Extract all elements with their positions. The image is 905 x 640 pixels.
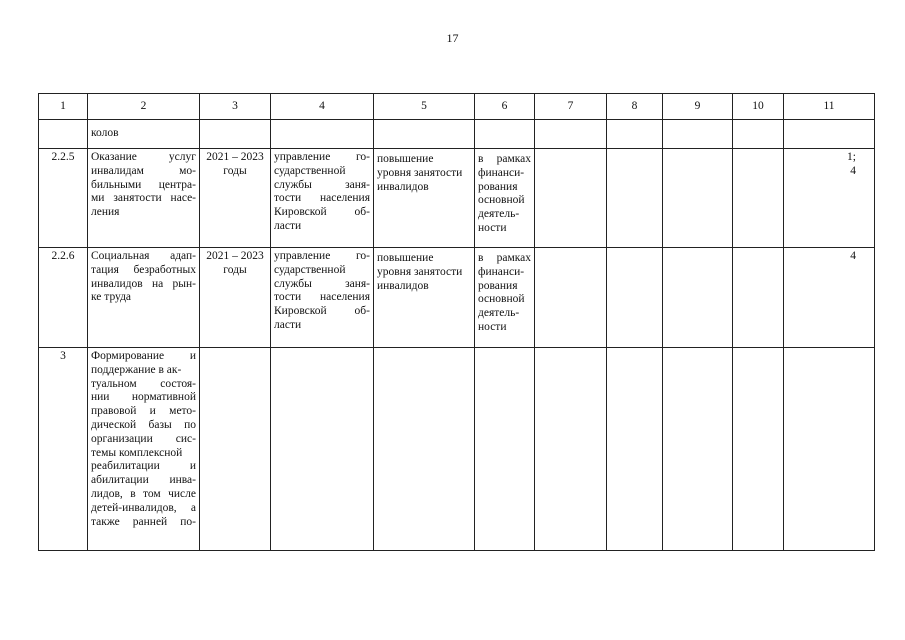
measure-name xyxy=(88,248,200,348)
text-line: инвалидов на рын- xyxy=(91,277,196,290)
text-line: ке труда xyxy=(91,291,132,304)
text-line: темы комплексной xyxy=(91,446,183,459)
row-number: 2.2.6 xyxy=(39,248,88,348)
column-header-7: 7 xyxy=(535,94,607,120)
column-header-6: 6 xyxy=(475,94,535,120)
column-header-1: 1 xyxy=(39,94,88,120)
column-header-8: 8 xyxy=(607,94,663,120)
text-line: абилитации инва- xyxy=(91,474,196,487)
funding xyxy=(475,149,535,248)
column-header-9: 9 xyxy=(663,94,733,120)
column-header-3: 3 xyxy=(200,94,271,120)
period xyxy=(200,248,271,348)
text-line: повышение xyxy=(377,153,434,165)
text-line: инвалидов xyxy=(377,180,429,193)
column-header-5: 5 xyxy=(374,94,475,120)
text-line: реабилитации и xyxy=(91,460,196,473)
goal xyxy=(374,248,475,348)
continuation-text: колов xyxy=(88,120,200,149)
cell xyxy=(607,348,663,551)
text-line: Формирование и xyxy=(91,350,196,362)
cell xyxy=(535,149,607,248)
cell xyxy=(663,120,733,149)
cell xyxy=(200,120,271,149)
text-line: финанси- xyxy=(478,166,525,179)
executor xyxy=(271,149,374,248)
cell xyxy=(663,149,733,248)
text-line: ласти xyxy=(274,219,302,232)
text-line: лидов, в том числе xyxy=(91,487,196,500)
table-row xyxy=(39,348,875,551)
text-line: ласти xyxy=(274,318,302,331)
row-number: 3 xyxy=(39,348,88,551)
cell xyxy=(475,120,535,149)
text-line: основной xyxy=(478,194,525,207)
text-line: бильными центра- xyxy=(91,178,196,191)
cell xyxy=(39,120,88,149)
text-line: поддержание в ак- xyxy=(91,363,182,376)
text-line: годы xyxy=(223,164,247,177)
column-header-2: 2 xyxy=(88,94,200,120)
cell xyxy=(733,348,784,551)
text-line: службы заня- xyxy=(274,178,370,191)
cell xyxy=(663,248,733,348)
cell xyxy=(784,120,875,149)
text-line: организации сис- xyxy=(91,432,196,445)
text-line: деятель- xyxy=(478,307,520,320)
text-line: уровня занятости xyxy=(377,265,463,278)
cell xyxy=(475,348,535,551)
cell xyxy=(607,120,663,149)
text-line: сударственной xyxy=(274,164,346,177)
table-row xyxy=(39,248,875,348)
text-line: деятель- xyxy=(478,208,520,221)
text-line: дической базы по xyxy=(91,418,196,431)
column-header-4: 4 xyxy=(271,94,374,120)
text-line: уровня занятости xyxy=(377,166,463,179)
text-line: службы заня- xyxy=(274,277,370,290)
text-line: финанси- xyxy=(478,265,525,278)
executor xyxy=(271,248,374,348)
header-row xyxy=(39,94,875,120)
page-number: 17 xyxy=(446,31,459,45)
period xyxy=(200,149,271,248)
measures-table xyxy=(38,93,875,551)
text-line: управление го- xyxy=(274,151,370,163)
cell xyxy=(200,348,271,551)
text-line: ности xyxy=(478,320,507,333)
cell xyxy=(663,348,733,551)
text-line: инвалидам мо- xyxy=(91,164,196,177)
text-line: детей-инвалидов, а xyxy=(91,501,196,514)
text-line: 2021 – 2023 xyxy=(206,151,264,163)
text-line: ми занятости насе- xyxy=(91,192,196,205)
cell xyxy=(271,120,374,149)
row-number: 2.2.5 xyxy=(39,149,88,248)
text-line: ности xyxy=(478,221,507,234)
cell xyxy=(535,248,607,348)
column-header-11: 11 xyxy=(784,94,875,120)
cell xyxy=(271,348,374,551)
cell xyxy=(733,149,784,248)
text-line: Кировской об- xyxy=(274,206,370,219)
cell xyxy=(733,120,784,149)
funding xyxy=(475,248,535,348)
cell xyxy=(535,120,607,149)
goal xyxy=(374,149,475,248)
text-line: тация безработных xyxy=(91,263,196,276)
measure-name xyxy=(88,348,200,551)
text-line: Социальная адап- xyxy=(91,250,196,262)
text-line: годы xyxy=(223,263,247,276)
text-line: 1; xyxy=(847,151,856,163)
text-line: 2021 – 2023 xyxy=(206,250,264,262)
text-line: нии нормативной xyxy=(91,391,196,404)
cell xyxy=(784,348,875,551)
text-line: ления xyxy=(91,206,120,219)
column-header-10: 10 xyxy=(733,94,784,120)
table-row xyxy=(39,149,875,248)
text-line: 4 xyxy=(850,250,856,262)
text-line: туальном состоя- xyxy=(91,377,196,390)
cell xyxy=(607,248,663,348)
measure-name xyxy=(88,149,200,248)
text-line: управление го- xyxy=(274,250,370,262)
text-line: рования xyxy=(478,279,518,292)
cell xyxy=(374,348,475,551)
text-line: в рамках xyxy=(478,153,531,165)
cell xyxy=(733,248,784,348)
text-line: также ранней по- xyxy=(91,515,196,528)
text-line: тости населения xyxy=(274,291,370,304)
text-line: инвалидов xyxy=(377,279,429,292)
text-line: правовой и мето- xyxy=(91,405,196,418)
text-line: 4 xyxy=(850,164,856,177)
text-line: рования xyxy=(478,180,518,193)
text-line: основной xyxy=(478,293,525,306)
text-line: тости населения xyxy=(274,192,370,205)
cell xyxy=(535,348,607,551)
text-line: сударственной xyxy=(274,263,346,276)
text-line: Кировской об- xyxy=(274,305,370,318)
text-line: повышение xyxy=(377,252,434,264)
indicator-ref xyxy=(784,149,875,248)
text-line: Оказание услуг xyxy=(91,151,196,163)
indicator-ref xyxy=(784,248,875,348)
cell xyxy=(607,149,663,248)
cell xyxy=(374,120,475,149)
continuation-row xyxy=(39,120,875,149)
text-line: в рамках xyxy=(478,252,531,264)
